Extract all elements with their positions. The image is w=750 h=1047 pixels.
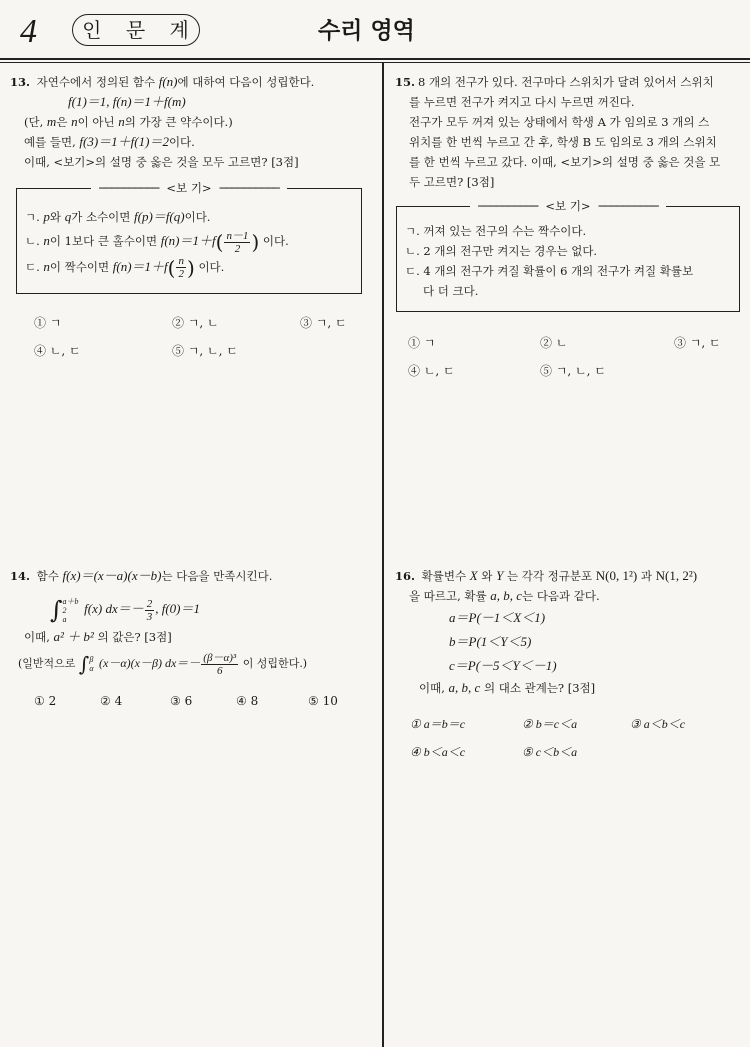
item-text: 4 개의 전구가 켜질 확률이 6 개의 전구가 켜질 확률보 — [423, 264, 694, 278]
lower-limit: α — [89, 664, 94, 673]
question-prompt: 두 고르면? [3점] — [409, 175, 495, 189]
item-text: 이 짝수이면 — [49, 259, 110, 274]
question-15 — [395, 72, 743, 192]
item-text: 다 더 크다. — [423, 284, 479, 298]
question-stem: 위치를 한 번씩 누르고 간 후, 학생 B 도 임의로 3 개의 스위치 — [409, 135, 717, 149]
box-label: ────────── <보 기> ────────── — [397, 197, 739, 215]
choice-2[interactable]: ② ㄱ, ㄴ — [172, 316, 219, 330]
numerator: (β－α)³ — [203, 651, 237, 664]
question-14: 14. 함수 f(x)＝(x－a)(x－b)는 다음을 만족시킨다. ∫ a＋b 2 a f(x) dx＝－ $\frac{2}{3}$ , f(0)＝1 이때, a² ＋ b² 의 값은? [3점] (일반적으로 ∫ β α (x－α)(x－β) dx＝－ $\frac{\text{(β－α)³}}{6}$ 이 성립한다.) — [10, 568, 308, 677]
choice-1[interactable]: ① a＝b＝c — [410, 717, 466, 731]
denominator: 3 — [146, 610, 153, 623]
math-var: m — [46, 114, 57, 129]
question-stem: 와 — [481, 569, 493, 583]
item-label: ㄴ. — [25, 234, 40, 248]
math-expr: f(n) — [158, 74, 178, 89]
math-var: a, b, c — [448, 680, 481, 695]
item-text: 이다. — [262, 234, 289, 248]
item-text: 이다. — [198, 259, 225, 274]
choice-3[interactable]: ③ a＜b＜c — [630, 717, 686, 731]
question-13 — [10, 72, 375, 172]
choice-2[interactable]: ② ㄴ — [540, 336, 568, 350]
choice-5[interactable]: ⑤ 10 — [308, 694, 338, 708]
item-label: ㄷ. — [405, 264, 420, 278]
example-box-13: ────────── <보 기> ────────── ㄱ. p와 q가 소수이면 f(p)＝f(q)이다. ㄴ. n이 1보다 큰 홀수이면 f(n)＝1＋f( $\frac{n-1}{2}$ ) 이다. ㄷ. n이 짝수이면 f(n)＝1＋f( $\frac{n}{2}$ ) 이다. — [16, 188, 362, 294]
fraction — [176, 255, 186, 280]
math-expr: f(3)＝1＋f(1)＝2 — [79, 134, 169, 149]
question-stem: 자연수에서 정의된 함수 — [36, 75, 156, 89]
choice-2[interactable]: ② b＝c＜a — [522, 717, 578, 731]
item-text: 이 1보다 큰 홀수이면 — [49, 234, 158, 248]
denominator: 2 — [234, 242, 241, 255]
question-stem: 을 따르고, 확률 — [409, 589, 487, 603]
note-text: 은 — [56, 115, 68, 129]
math-var: a, b, c — [490, 588, 523, 603]
choice-3[interactable]: ③ 6 — [170, 694, 193, 708]
lower-limit: a — [62, 614, 67, 624]
header-rule-thin — [0, 62, 750, 63]
math-expr: a² ＋ b² — [53, 629, 94, 644]
example-text: 예를 들면, — [24, 135, 76, 149]
math-expr: f(x) dx＝－ — [84, 601, 144, 616]
choices-16 — [410, 715, 744, 765]
denominator: 2 — [178, 268, 184, 280]
choice-5[interactable]: ⑤ ㄱ, ㄴ, ㄷ — [540, 364, 606, 378]
example-text: 이다. — [168, 135, 195, 149]
choices-15 — [408, 334, 742, 384]
item-text: 2 개의 전구만 켜지는 경우는 없다. — [423, 244, 598, 258]
box-label: ────────── <보 기> ────────── — [17, 179, 361, 197]
exam-subject-title: 수리 영역 — [318, 18, 415, 44]
definition: f(1)＝1, f(n)＝1＋f(m) — [68, 94, 186, 109]
numerator: n－1 — [226, 229, 249, 242]
upper-limit: a＋b — [62, 596, 79, 606]
math-var: n — [43, 258, 50, 274]
math-expr: (x－α)(x－β) dx＝－ — [99, 656, 201, 670]
math-expr: f(p)＝f(q) — [134, 209, 185, 224]
question-stem: 에 대하여 다음이 성립한다. — [177, 75, 315, 89]
numerator: 2 — [146, 597, 153, 610]
example-box-15 — [396, 199, 740, 312]
math-expr: f(n)＝1＋f — [160, 233, 216, 248]
item-text: 와 — [49, 210, 62, 224]
hint-text: (일반적으로 — [18, 657, 76, 670]
math-expr: b＝P(1＜Y＜5) — [449, 634, 532, 649]
question-stem: 전구가 모두 꺼져 있는 상태에서 학생 A 가 임의로 3 개의 스 — [409, 115, 710, 129]
choice-3[interactable]: ③ ㄱ, ㄷ — [674, 336, 721, 350]
fraction — [224, 230, 250, 255]
upper-limit: β — [89, 655, 94, 664]
choice-4[interactable]: ④ ㄴ, ㄷ — [34, 344, 81, 358]
column-divider — [382, 63, 384, 1047]
item-label: ㄱ. — [25, 210, 40, 224]
math-expr: , f(0)＝1 — [155, 601, 201, 616]
question-stem: 는 다음과 같다. — [522, 589, 600, 603]
question-stem: 는 각각 정규분포 — [507, 569, 593, 583]
question-number: 13. — [10, 75, 31, 89]
choice-5[interactable]: ⑤ c＜b＜a — [522, 745, 578, 759]
item-text: 이다. — [184, 210, 211, 224]
math-var: p — [43, 209, 50, 224]
choice-2[interactable]: ② 4 — [100, 694, 123, 708]
question-prompt: 이때, — [24, 630, 50, 644]
fraction — [201, 652, 238, 677]
question-stem: 과 — [640, 569, 652, 583]
box-label-text: <보 기> — [162, 181, 215, 195]
question-stem: 8 개의 전구가 있다. 전구마다 스위치가 달려 있어서 스위치 — [418, 75, 714, 89]
math-expr: N(1, 2²) — [655, 568, 698, 583]
choices-14 — [34, 694, 374, 714]
math-var: n — [43, 233, 50, 248]
choice-4[interactable]: ④ ㄴ, ㄷ — [408, 364, 455, 378]
math-expr: a＝P(－1＜X＜1) — [449, 610, 546, 625]
item-text: 가 소수이면 — [71, 210, 131, 224]
question-stem: 함수 — [36, 569, 59, 583]
hint-text: 이 성립한다.) — [242, 657, 308, 670]
question-stem: 는 다음을 만족시킨다. — [161, 569, 273, 583]
math-expr: f(n)＝1＋f — [112, 258, 168, 274]
fraction — [145, 598, 155, 623]
question-prompt: 의 값은? [3점] — [97, 630, 172, 644]
page-number: 4 — [20, 13, 37, 50]
note-text: 의 가장 큰 약수이다.) — [124, 115, 233, 129]
item-text: 꺼져 있는 전구의 수는 짝수이다. — [423, 224, 587, 238]
math-expr: N(0, 1²) — [595, 568, 638, 583]
question-prompt: 이때, <보기>의 설명 중 옳은 것을 모두 고르면? [3점] — [24, 155, 299, 169]
math-var: n — [71, 114, 78, 129]
upper-limit-denominator: 2 — [62, 605, 67, 615]
item-label: ㄴ. — [405, 244, 420, 258]
choice-5[interactable]: ⑤ ㄱ, ㄴ, ㄷ — [172, 344, 238, 358]
denominator: 6 — [216, 664, 223, 677]
numerator: n — [178, 255, 184, 267]
note-text: (단, — [24, 115, 44, 129]
math-var: X — [469, 568, 478, 583]
question-prompt: 의 대소 관계는? [3점] — [483, 681, 596, 695]
question-stem: 확률변수 — [421, 569, 467, 583]
integral-limits — [63, 597, 79, 624]
question-prompt: 이때, — [419, 681, 445, 695]
choice-1[interactable]: ① ㄱ — [34, 316, 62, 330]
integral-limits — [89, 655, 93, 673]
box-label-text: <보 기> — [541, 199, 594, 213]
item-label: ㄷ. — [25, 259, 40, 274]
choice-4[interactable]: ④ 8 — [236, 694, 259, 708]
question-number: 15. — [395, 75, 416, 89]
math-expr: f(x)＝(x－a)(x－b) — [62, 568, 162, 583]
header-rule — [0, 58, 750, 60]
section-label: 인 문 계 — [72, 14, 200, 46]
choices-13 — [34, 314, 374, 364]
question-stem: 를 한 번씩 누르고 갔다. 이때, <보기>의 설명 중 옳은 것을 모 — [409, 155, 721, 169]
math-var: Y — [496, 568, 504, 583]
question-number: 14. — [10, 569, 31, 583]
question-stem: 를 누르면 전구가 켜지고 다시 누르면 꺼진다. — [409, 95, 635, 109]
question-16 — [395, 566, 745, 698]
note-text: 이 아닌 — [77, 115, 115, 129]
question-number: 16. — [395, 569, 416, 583]
choice-1[interactable]: ① ㄱ — [408, 336, 436, 350]
math-var: n — [118, 114, 125, 129]
math-expr: c＝P(－5＜Y＜－1) — [449, 658, 557, 673]
choice-4[interactable]: ④ b＜a＜c — [410, 745, 466, 759]
item-label: ㄱ. — [405, 224, 420, 238]
choice-3[interactable]: ③ ㄱ, ㄷ — [300, 316, 347, 330]
math-var: q — [64, 209, 72, 224]
choice-1[interactable]: ① 2 — [34, 694, 57, 708]
